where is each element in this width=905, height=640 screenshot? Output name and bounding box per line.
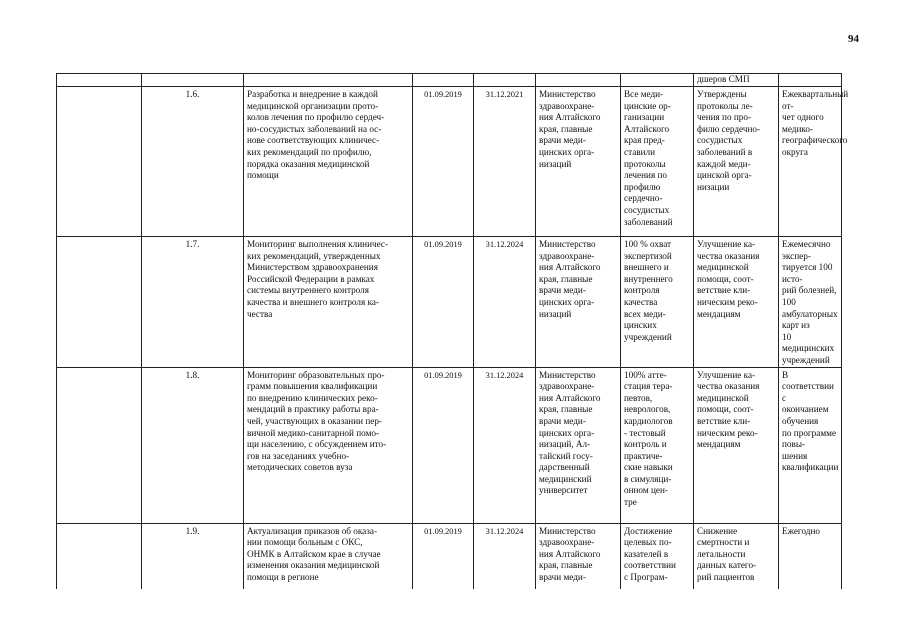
cell-indicator: дшеров СМП [694, 74, 779, 87]
cell-number: 1.7. [142, 237, 244, 368]
cell-start-date: 01.09.2019 [413, 87, 474, 237]
cell-activity: Актуализация приказов об оказа- нии помощи больным с ОКС, ОНМК в Алтайском крае в случае изменения оказания медицинской помощи в регионе [244, 523, 413, 589]
cell-end-date: 31.12.2024 [474, 237, 536, 368]
cell-blank [57, 523, 142, 589]
table-row [57, 367, 842, 523]
table-row [57, 523, 842, 589]
cell-end-date: 31.12.2021 [474, 87, 536, 237]
cell-end-date: 31.12.2024 [474, 367, 536, 523]
cell-responsible: Министерство здравоохране- ния Алтайского края, главные врачи меди- цинских орга- низаций [536, 237, 621, 368]
cell-blank [621, 74, 694, 87]
cell-start-date: 01.09.2019 [413, 237, 474, 368]
cell-start-date: 01.09.2019 [413, 523, 474, 589]
cell-control: Ежемесячно экспер- тируется 100 исто- рий болезней, 100 амбулаторных карт из 10 медицинских учреждений [779, 237, 842, 368]
cell-blank [142, 74, 244, 87]
cell-indicator: Улучшение ка- чества оказания медицинской помощи, соот- ветствие кли- ническим реко- мендациям [694, 367, 779, 523]
cell-activity: Мониторинг выполнения клиничес- ких рекомендаций, утвержденных Министерством здравоохранения Российской Федерации в рамках системы внутреннего контроля качества и внешнего контроля ка- чества [244, 237, 413, 368]
cell-control: Ежегодно [779, 523, 842, 589]
cell-end-date: 31.12.2024 [474, 523, 536, 589]
cell-blank [474, 74, 536, 87]
cell-start-date: 01.09.2019 [413, 367, 474, 523]
cell-blank [536, 74, 621, 87]
cell-activity: Разработка и внедрение в каждой медицинской организации прото- колов лечения по профилю сердеч- но-сосудистых заболеваний на ос- нове соответствующих клиничес- ких рекомендаций по профилю, порядка оказания медицинской помощи [244, 87, 413, 237]
cell-indicator: Утверждены протоколы ле- чения по про- филю сердечно- сосудистых заболеваний в каждой меди- цинской орга- низации [694, 87, 779, 237]
cell-blank [57, 367, 142, 523]
cell-blank [57, 237, 142, 368]
cell-blank [244, 74, 413, 87]
cell-control: В соответствии с окончанием обучения по программе повы- шения квалификации [779, 367, 842, 523]
table-row-continuation [57, 74, 842, 87]
table-row [57, 87, 842, 237]
cell-result: 100% атте- стация тера- певтов, неврологов, кардиологов - тестовый контроль и практиче- ские навыки в симуляци- онном цен- тре [621, 367, 694, 523]
cell-number: 1.8. [142, 367, 244, 523]
cell-responsible: Министерство здравоохране- ния Алтайского края, главные врачи меди- [536, 523, 621, 589]
cell-result: 100 % охват экспертизой внешнего и внутреннего контроля качества всех меди- цинских учреждений [621, 237, 694, 368]
cell-result: Все меди- цинские ор- ганизации Алтайского края пред- ставили протоколы лечения по профилю сердечно- сосудистых заболеваний [621, 87, 694, 237]
measures-table [56, 73, 849, 589]
cell-control: Ежеквартальный от- чет одного медико- географического округа [779, 87, 842, 237]
cell-responsible: Министерство здравоохране- ния Алтайского края, главные врачи меди- цинских орга- низаций, Ал- тайский госу- дарственный медицинский университет [536, 367, 621, 523]
cell-blank [413, 74, 474, 87]
cell-blank [779, 74, 842, 87]
page-number: 94 [848, 33, 859, 45]
cell-indicator: Снижение смертности и летальности данных катего- рий пациентов [694, 523, 779, 589]
cell-indicator: Улучшение ка- чества оказания медицинской помощи, соот- ветствие кли- ническим реко- мендациям [694, 237, 779, 368]
cell-result: Достижение целевых по- казателей в соответствии с Програм- [621, 523, 694, 589]
cell-blank [57, 74, 142, 87]
cell-blank [57, 87, 142, 237]
cell-number: 1.6. [142, 87, 244, 237]
cell-activity: Мониторинг образовательных про- грамм повышения квалификации по внедрению клинических реко- мендаций в практику работы вра- чей, участвующих в оказании пер- вичной медико-санитарной помо- щи населению, с обсуждением ито- гов на заседаниях учебно- методических советов вуза [244, 367, 413, 523]
cell-responsible: Министерство здравоохране- ния Алтайского края, главные врачи меди- цинских орга- низаций [536, 87, 621, 237]
table-row [57, 237, 842, 368]
cell-number: 1.9. [142, 523, 244, 589]
